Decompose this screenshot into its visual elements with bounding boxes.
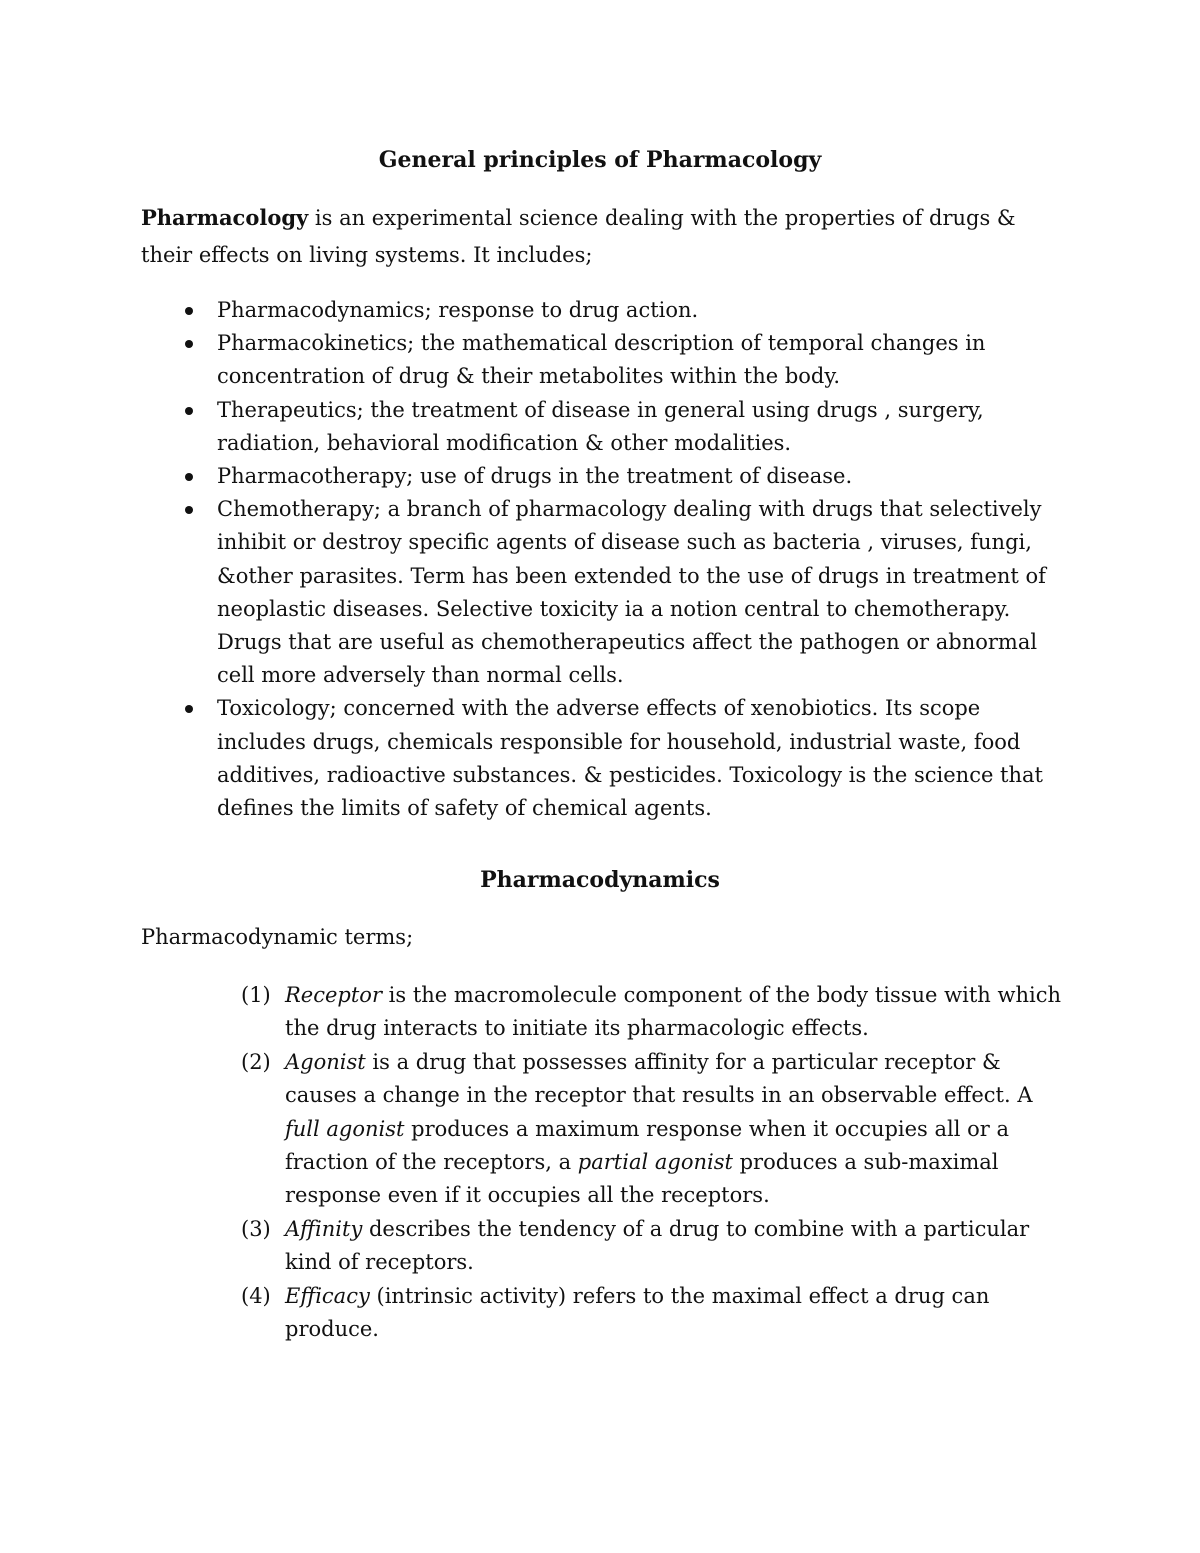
term-name: Agonist — [285, 1049, 366, 1074]
intro-term: Pharmacology — [141, 205, 309, 230]
list-item — [141, 493, 1071, 692]
term-number: (2) — [241, 1049, 271, 1074]
list-item-text: Pharmacokinetics; the mathematical description of temporal changes in concentration of drug & their metabolites within the body. — [217, 331, 986, 389]
pharmacodynamic-terms-list — [141, 979, 1071, 1346]
term-item — [141, 979, 1071, 1046]
term-item — [141, 1280, 1071, 1347]
term-emphasis: full agonist — [285, 1116, 405, 1141]
list-item-text: Chemotherapy; a branch of pharmacology dealing with drugs that selectively inhibit or destroy specific agents of disease such as bacteria , viruses, fungi, &other parasites. Term has been extended to the use of drugs in treatment of neoplastic diseases. Selective toxicity ia a notion central to chemotherapy. Drugs that are useful as chemotherapeutics affect the pathogen or abnormal cell more adversely than normal cells. — [217, 497, 1046, 688]
list-item — [141, 294, 1071, 327]
term-item — [141, 1213, 1071, 1280]
list-item — [141, 460, 1071, 493]
term-name: Efficacy — [285, 1283, 370, 1308]
list-item-text: Pharmacodynamics; response to drug action. — [217, 298, 699, 322]
list-item — [141, 394, 1071, 460]
bullet-icon — [185, 407, 193, 415]
term-text: produces a maximum response when it occupies all or a fraction of the receptors, a — [285, 1116, 1010, 1175]
terms-label: Pharmacodynamic terms; — [141, 925, 414, 949]
term-emphasis: partial agonist — [577, 1150, 733, 1175]
pharmacology-branches-list — [141, 294, 1071, 825]
intro-paragraph — [141, 199, 1041, 274]
list-item-text: Pharmacotherapy; use of drugs in the treatment of disease. — [217, 464, 853, 489]
section-title: Pharmacodynamics — [480, 867, 720, 893]
intro-text: is an experimental science dealing with the properties of drugs & their effects on living systems. It includes; — [141, 206, 1016, 267]
term-number: (3) — [241, 1216, 271, 1241]
list-item-text: Toxicology; concerned with the adverse effects of xenobiotics. Its scope includes drugs, chemicals responsible for household, industrial waste, food additives, radioactive substances. & pesticides. Toxicology is the science that defines the limits of safety of chemical agents. — [217, 696, 1043, 821]
bullet-icon — [185, 340, 193, 348]
list-item-text: Therapeutics; the treatment of disease in general using drugs , surgery, radiation, behavioral modification & other modalities. — [217, 397, 984, 455]
term-text: is a drug that possesses affinity for a particular receptor & causes a change in the receptor that results in an observable effect. A — [285, 1049, 1033, 1108]
bullet-icon — [185, 307, 193, 315]
term-text: (intrinsic activity) refers to the maximal effect a drug can produce. — [285, 1283, 990, 1342]
term-name: Receptor — [285, 983, 382, 1007]
term-text: describes the tendency of a drug to combine with a particular kind of receptors. — [285, 1216, 1030, 1275]
term-name: Affinity — [285, 1216, 363, 1241]
term-text: is the macromolecule component of the body tissue with which the drug interacts to initiate its pharmacologic effects. — [285, 983, 1061, 1041]
term-text: produces a sub-maximal response even if it occupies all the receptors. — [285, 1150, 999, 1208]
list-item — [141, 692, 1071, 825]
bullet-icon — [185, 473, 193, 481]
bullet-icon — [185, 506, 193, 514]
term-number: (1) — [241, 983, 271, 1007]
page-title: General principles of Pharmacology — [378, 147, 822, 173]
term-number: (4) — [241, 1283, 271, 1308]
term-item — [141, 1046, 1071, 1213]
bullet-icon — [185, 705, 193, 713]
list-item — [141, 327, 1071, 393]
